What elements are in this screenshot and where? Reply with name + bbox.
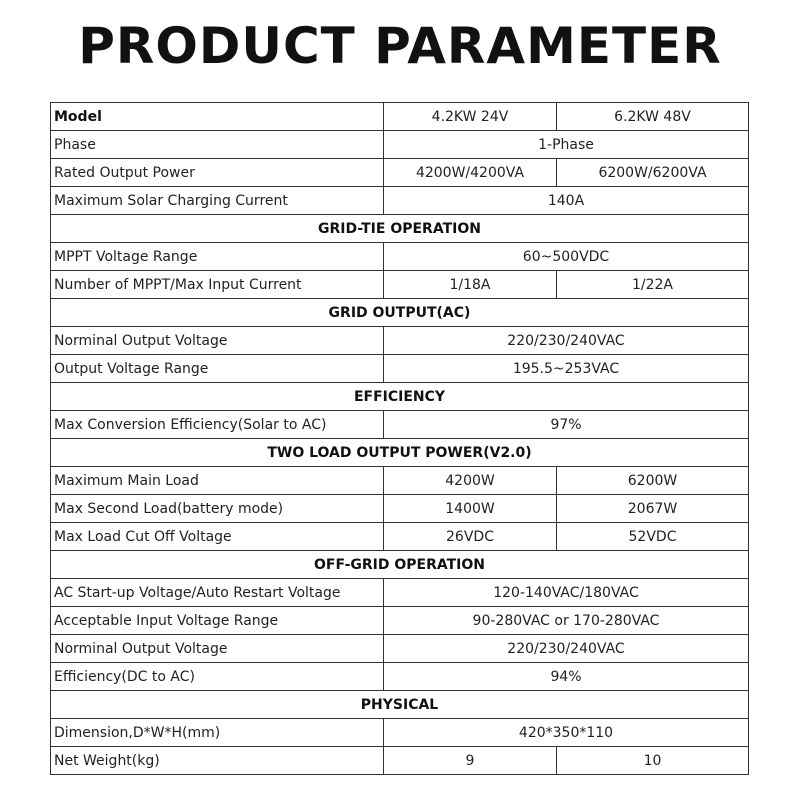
section-title: GRID-TIE OPERATION (51, 215, 749, 243)
row-value: 60~500VDC (384, 243, 749, 271)
row-label: Norminal Output Voltage (51, 327, 384, 355)
section-row (51, 691, 749, 719)
row-label: Dimension,D*W*H(mm) (51, 719, 384, 747)
row-label: Norminal Output Voltage (51, 635, 384, 663)
model-label: Model (51, 103, 384, 131)
row-label: Output Voltage Range (51, 355, 384, 383)
section-title: PHYSICAL (51, 691, 749, 719)
section-title: TWO LOAD OUTPUT POWER(V2.0) (51, 439, 749, 467)
table-row (51, 523, 749, 551)
table-row (51, 271, 749, 299)
section-row (51, 551, 749, 579)
row-value: 220/230/240VAC (384, 327, 749, 355)
row-value-1: 1/18A (384, 271, 557, 299)
section-row (51, 215, 749, 243)
row-label: Max Load Cut Off Voltage (51, 523, 384, 551)
row-value: 220/230/240VAC (384, 635, 749, 663)
table-row (51, 495, 749, 523)
row-label: Max Second Load(battery mode) (51, 495, 384, 523)
row-label: Efficiency(DC to AC) (51, 663, 384, 691)
row-value-1: 1400W (384, 495, 557, 523)
row-label: Number of MPPT/Max Input Current (51, 271, 384, 299)
model-value-1: 4.2KW 24V (384, 103, 557, 131)
row-value-2: 52VDC (557, 523, 749, 551)
row-label: Maximum Main Load (51, 467, 384, 495)
row-value: 195.5~253VAC (384, 355, 749, 383)
spec-table (50, 102, 749, 775)
row-value-2: 2067W (557, 495, 749, 523)
section-title: GRID OUTPUT(AC) (51, 299, 749, 327)
table-row (51, 131, 749, 159)
table-row (51, 159, 749, 187)
table-row (51, 467, 749, 495)
row-label: Rated Output Power (51, 159, 384, 187)
row-value-2: 6200W (557, 467, 749, 495)
row-value-2: 10 (557, 747, 749, 775)
row-value-1: 4200W (384, 467, 557, 495)
page-title: PRODUCT PARAMETER (78, 17, 722, 75)
row-value-2: 6200W/6200VA (557, 159, 749, 187)
table-row (51, 187, 749, 215)
section-row (51, 439, 749, 467)
row-label: Max Conversion Efficiency(Solar to AC) (51, 411, 384, 439)
table-row (51, 663, 749, 691)
table-row (51, 635, 749, 663)
table-row (51, 411, 749, 439)
section-title: OFF-GRID OPERATION (51, 551, 749, 579)
row-value: 120-140VAC/180VAC (384, 579, 749, 607)
row-label: Maximum Solar Charging Current (51, 187, 384, 215)
table-row (51, 327, 749, 355)
row-value: 1-Phase (384, 131, 749, 159)
table-row (51, 355, 749, 383)
row-label: MPPT Voltage Range (51, 243, 384, 271)
row-value: 420*350*110 (384, 719, 749, 747)
row-value: 140A (384, 187, 749, 215)
row-label: Net Weight(kg) (51, 747, 384, 775)
table-row (51, 719, 749, 747)
table-row (51, 243, 749, 271)
section-row (51, 299, 749, 327)
section-title: EFFICIENCY (51, 383, 749, 411)
row-value: 90-280VAC or 170-280VAC (384, 607, 749, 635)
spec-table-body (51, 103, 749, 775)
table-row (51, 747, 749, 775)
section-row (51, 383, 749, 411)
row-label: Acceptable Input Voltage Range (51, 607, 384, 635)
table-row (51, 607, 749, 635)
row-value: 97% (384, 411, 749, 439)
row-value-1: 4200W/4200VA (384, 159, 557, 187)
table-row (51, 579, 749, 607)
row-label: Phase (51, 131, 384, 159)
row-value-1: 9 (384, 747, 557, 775)
row-value-1: 26VDC (384, 523, 557, 551)
model-value-2: 6.2KW 48V (557, 103, 749, 131)
table-header-row (51, 103, 749, 131)
row-value: 94% (384, 663, 749, 691)
row-label: AC Start-up Voltage/Auto Restart Voltage (51, 579, 384, 607)
row-value-2: 1/22A (557, 271, 749, 299)
